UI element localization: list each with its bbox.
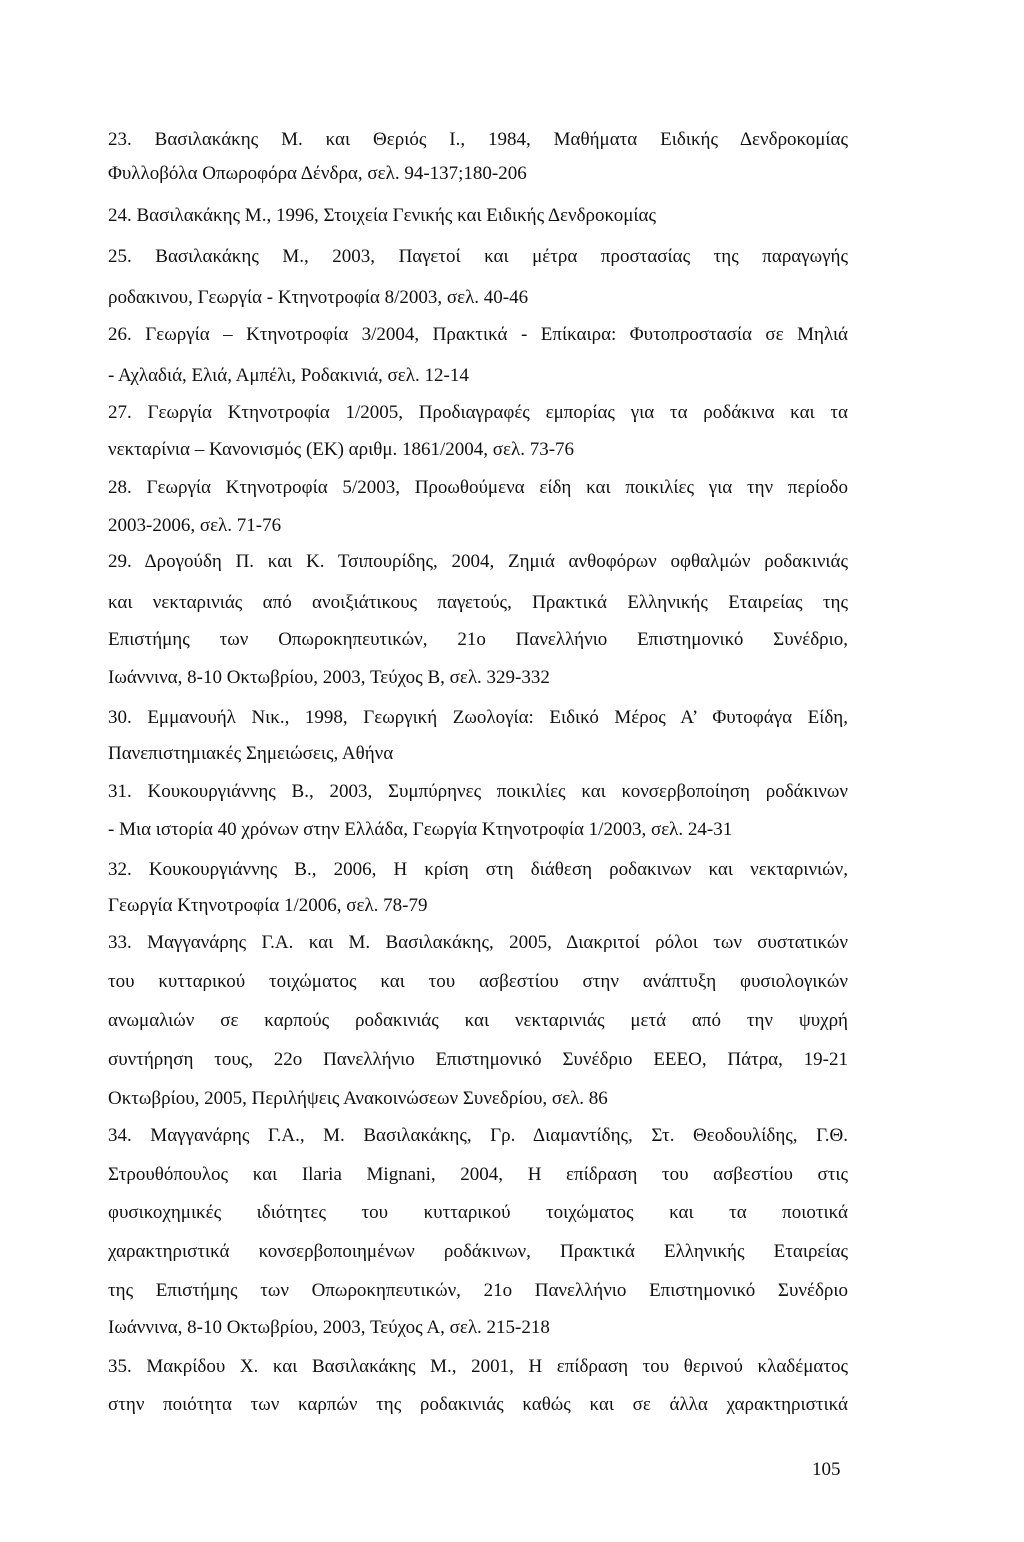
reference-35-line-2: στην ποιότητα των καρπών της ροδακινιάς καθώς και σε άλλα χαρακτηριστικά bbox=[108, 1394, 848, 1415]
reference-35-number: 35. bbox=[108, 1356, 132, 1377]
reference-27-number: 27. bbox=[108, 402, 132, 423]
reference-25-line-2: ροδακινου, Γεωργία - Κτηνοτροφία 8/2003, σελ. 40-46 bbox=[108, 287, 529, 308]
reference-33-line-4: συντήρηση τους, 22ο Πανελλήνιο Επιστημονικό Συνέδριο ΕΕΕΟ, Πάτρα, 19-21 bbox=[108, 1049, 848, 1070]
reference-34-line-3: φυσικοχημικές ιδιότητες του κυτταρικού τοιχώματος και τα ποιοτικά bbox=[108, 1202, 848, 1223]
reference-28-line-2: 2003-2006, σελ. 71-76 bbox=[108, 515, 282, 536]
reference-31-number: 31. bbox=[108, 781, 132, 802]
reference-33-number: 33. bbox=[108, 932, 132, 953]
reference-27-line-2: νεκταρίνια – Κανονισμός (ΕΚ) αριθμ. 1861/2004, σελ. 73-76 bbox=[108, 439, 575, 460]
reference-32-number: 32. bbox=[108, 859, 132, 880]
reference-34-line-1: 34. Μαγγανάρης Γ.Α., Μ. Βασιλακάκης, Γρ. Διαμαντίδης, Στ. Θεοδουλίδης, Γ.Θ. bbox=[108, 1125, 849, 1146]
reference-34-line-6: Ιωάννινα, 8-10 Οκτωβρίου, 2003, Τεύχος Α, σελ. 215-218 bbox=[108, 1317, 550, 1338]
reference-33-line-2: του κυτταρικού τοιχώματος και του ασβεστίου στην ανάπτυξη φυσιολογικών bbox=[108, 971, 848, 992]
reference-26-number: 26. bbox=[108, 324, 132, 345]
reference-34-line-2: Στρουθόπουλος και Ilaria Mignani, 2004, Η επίδραση του ασβεστίου στις bbox=[108, 1164, 848, 1185]
reference-29-line-2: και νεκταρινιάς από ανοιξιάτικους παγετούς, Πρακτικά Ελληνικής Εταιρείας της bbox=[108, 592, 848, 613]
reference-34-line-4: χαρακτηριστικά κονσερβοποιημένων ροδάκινων, Πρακτικά Ελληνικής Εταιρείας bbox=[108, 1241, 848, 1262]
reference-29-line-3: Επιστήμης των Οπωροκηπευτικών, 21ο Πανελλήνιο Επιστημονικό Συνέδριο, bbox=[108, 629, 848, 650]
reference-34-number: 34. bbox=[108, 1125, 132, 1146]
reference-27-line-1: 27. Γεωργία Κτηνοτροφία 1/2005, Προδιαγραφές εμπορίας για τα ροδάκινα και τα bbox=[108, 402, 849, 423]
reference-23-line-2: Φυλλοβόλα Οπωροφόρα Δένδρα, σελ. 94-137;180-206 bbox=[108, 163, 527, 184]
reference-34-line-5: της Επιστήμης των Οπωροκηπευτικών, 21ο Πανελλήνιο Επιστημονικό Συνέδριο bbox=[108, 1280, 848, 1301]
reference-29-number: 29. bbox=[108, 551, 132, 572]
reference-33-line-1: 33. Μαγγανάρης Γ.Α. και Μ. Βασιλακάκης, 2005, Διακριτοί ρόλοι των συστατικών bbox=[108, 932, 849, 953]
reference-24-line-1: 24. Βασιλακάκης Μ., 1996, Στοιχεία Γενικής και Ειδικής Δενδροκομίας bbox=[108, 205, 656, 226]
reference-31-line-2: - Μια ιστορία 40 χρόνων στην Ελλάδα, Γεωργία Κτηνοτροφία 1/2003, σελ. 24-31 bbox=[108, 819, 733, 840]
reference-31-line-1: 31. Κουκουργιάννης Β., 2003, Συμπύρηνες ποικιλίες και κονσερβοποίηση ροδάκινων bbox=[108, 781, 848, 802]
reference-25-line-1: 25. Βασιλακάκης Μ., 2003, Παγετοί και μέτρα προστασίας της παραγωγής bbox=[108, 246, 849, 267]
reference-28-line-1: 28. Γεωργία Κτηνοτροφία 5/2003, Προωθούμενα είδη και ποικιλίες για την περίοδο bbox=[108, 477, 849, 498]
reference-24-number: 24. bbox=[108, 205, 132, 226]
reference-26-line-1: 26. Γεωργία – Κτηνοτροφία 3/2004, Πρακτικά - Επίκαιρα: Φυτοπροστασία σε Μηλιά bbox=[108, 324, 849, 345]
reference-23-line-1: 23. Βασιλακάκης Μ. και Θεριός Ι., 1984, Μαθήματα Ειδικής Δενδροκομίας bbox=[108, 129, 848, 150]
reference-28-number: 28. bbox=[108, 477, 132, 498]
reference-26-line-2: - Αχλαδιά, Ελιά, Αμπέλι, Ροδακινιά, σελ. 12-14 bbox=[108, 365, 469, 386]
reference-29-line-4: Ιωάννινα, 8-10 Οκτωβρίου, 2003, Τεύχος Β, σελ. 329-332 bbox=[108, 667, 550, 688]
reference-29-line-1: 29. Δρογούδη Π. και Κ. Τσιπουρίδης, 2004, Ζημιά ανθοφόρων οφθαλμών ροδακινιάς bbox=[108, 551, 848, 572]
reference-30-number: 30. bbox=[108, 707, 132, 728]
reference-32-line-2: Γεωργία Κτηνοτροφία 1/2006, σελ. 78-79 bbox=[108, 895, 428, 916]
reference-30-line-1: 30. Εμμανουήλ Νικ., 1998, Γεωργική Ζωολογία: Ειδικό Μέρος Α’ Φυτοφάγα Είδη, bbox=[108, 707, 848, 728]
reference-33-line-3: ανωμαλιών σε καρπούς ροδακινιάς και νεκταρινιάς μετά από την ψυχρή bbox=[108, 1010, 848, 1031]
reference-25-number: 25. bbox=[108, 246, 132, 267]
reference-35-line-1: 35. Μακρίδου Χ. και Βασιλακάκης Μ., 2001, Η επίδραση του θερινού κλαδέματος bbox=[108, 1356, 849, 1377]
reference-30-line-2: Πανεπιστημιακές Σημειώσεις, Αθήνα bbox=[108, 743, 394, 764]
reference-33-line-5: Οκτωβρίου, 2005, Περιλήψεις Ανακοινώσεων Συνεδρίου, σελ. 86 bbox=[108, 1088, 608, 1109]
page-number: 105 bbox=[812, 1459, 841, 1480]
reference-23-number: 23. bbox=[108, 129, 132, 150]
reference-32-line-1: 32. Κουκουργιάννης Β., 2006, Η κρίση στη διάθεση ροδακινων και νεκταρινιών, bbox=[108, 859, 848, 880]
